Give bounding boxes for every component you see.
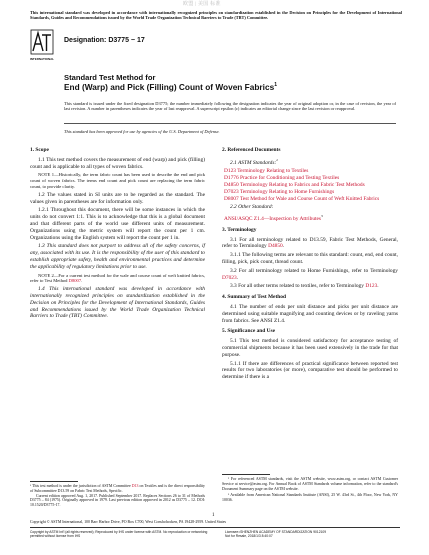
ref-item[interactable] (222, 175, 398, 182)
note-1: NOTE 1—Historically, the term fabric count has been used to describe the end and pick count of woven fabrics. The terms end count and pick count are replacing the term fabric count, to provide clarity. (30, 172, 205, 189)
wto-notice: This international standard was developed in accordance with internationally recognized principles on standardization established in the Decision on Principles for the Development of International Standards, Guides and Recommendations issued by the World Trade Organization Technical Barriers to Trade (TBT) Committee. (30, 10, 402, 21)
issued-note: This standard is issued under the fixed designation D3775; the number immediately following the designation indicates the year of original adoption or, in the case of revision, the year of last revision. A number in parentheses indicates the year of last reapproval. A superscript epsilon (ε) indicates an editorial change since the last revision or reapproval. (64, 101, 396, 112)
ref-item[interactable] (222, 182, 398, 189)
p3-1-text: 3.1 For all terminology related to D13.59, Fabric Test Methods, General, refer to Terminology (222, 236, 398, 250)
link-d7023[interactable]: D7023 (222, 274, 237, 281)
para-3-2 (222, 268, 398, 282)
footnote-rule-left (30, 481, 78, 482)
para-1-3: 1.3 This standard does not purport to address all of the safety concerns, if any, associated with its use. It is the responsibility of the user of this standard to establish appropriate safety, health and environmental practices and determine the applicability of regulatory limitations prior to use. (30, 243, 205, 270)
footnote-rule-right (222, 474, 270, 475)
para-5-1-1: 5.1.1 If there are differences of practical significance between reported test results for two laboratories (or more), comparative test should be performed to determine if there is a (222, 360, 398, 381)
footnotes-right (222, 477, 398, 503)
page-number: 1 (212, 513, 215, 518)
astm-standards-label (222, 157, 398, 167)
terminology-heading: 3. Terminology (222, 226, 257, 233)
ansi-mark: 3 (321, 214, 323, 219)
p3-2-end: . (236, 274, 239, 281)
para-3-3 (222, 283, 398, 290)
scope-heading: 1. Scope (30, 147, 49, 153)
logo-caption: INTERNATIONAL (30, 57, 54, 61)
para-1-2-1: 1.2.1 Throughout this document, there will be some instances in which the units do not convert 1:1. This is to acknowledge that this is a global document and that different parts of the world use different units of measurement. Organizations using the metric system will report the count per 1 cm. Organizations using the English system will report the count per 1 in. (30, 207, 205, 241)
title-footnote-mark: 1 (274, 82, 277, 89)
para-1-1: 1.1 This test method covers the measurement of end (warp) and pick (filling) count and is applicable to all types of woven fabrics. (30, 156, 205, 170)
link-d123[interactable]: D123 (365, 283, 378, 290)
note-2 (30, 273, 205, 285)
para-1-2: 1.2 The values stated in SI units are to be regarded as the standard. The values given in parentheses are for information only. (30, 191, 205, 205)
p3-2-text: 3.2 For all terminology related to Home Furnishings, refer to Terminology (230, 267, 398, 274)
astm-logo-icon (30, 29, 54, 62)
license-left: Copyright by ASTM Int'l (all rights reserved); Reproduced by IHS under license with ASTM. No reproduction or networking permitted without license from IHS (30, 530, 208, 539)
link-d8007[interactable]: D8007 (68, 278, 82, 284)
astm-std-text: 2.1 ASTM Standards: (230, 159, 277, 166)
ref-item[interactable] (222, 189, 398, 196)
title-text: End (Warp) and Pick (Filling) Count of Woven Fabrics (64, 82, 275, 92)
ref-title[interactable]: Practice for Conditioning and Testing Textiles (238, 175, 340, 182)
footnote-1 (30, 484, 205, 508)
significance-heading: 5. Significance and Use (222, 328, 276, 335)
designation: Designation: D3775 − 17 (64, 37, 145, 44)
para-1-4: 1.4 This international standard was developed in accordance with internationally recognized principles on standardization established in the Decision on Principles for the Development of International Standards, Guides and Recommendations issued by the World Trade Organization Technical Barriers to Trade (TBT) Committee. (30, 286, 205, 320)
refdocs-heading: 2. Referenced Documents (222, 147, 281, 153)
divider (64, 123, 396, 124)
title-line-2 (64, 82, 277, 92)
ref-code[interactable]: D1776 (224, 175, 239, 182)
footer-rule (30, 527, 400, 528)
note-2-text: NOTE 2—For a current test method for the wale and course count of weft knitted fabrics, refer to Test Method (30, 272, 205, 284)
ref-code[interactable]: D123 (224, 168, 236, 175)
ref-title[interactable]: Test Method for Wale and Course Count of Weft Knitted Fabrics (238, 195, 380, 202)
other-standard-label: 2.2 Other Standard: (230, 204, 274, 211)
ref-title[interactable]: Terminology Relating to Home Furnishings (238, 188, 335, 195)
p3-1-end: . (282, 243, 285, 250)
copyright-line: Copyright © ASTM International, 100 Barr Harbor Drive, PO Box C700, West Conshohocken, PA 19428-2959. United States (30, 520, 226, 524)
summary-heading: 4. Summary of Test Method (222, 294, 286, 301)
link-d4850[interactable]: D4850 (268, 243, 283, 250)
p3-3-text: 3.3 For all other terms related to textiles, refer to Terminology (230, 283, 366, 290)
fn1-text: ¹ This test method is under the jurisdiction of ASTM Committee (30, 484, 132, 488)
fn1-edition: Current edition approved Aug. 1, 2017. Published September 2017. Replaces Sections 26 to 31 of Methods D3775 – 84 (1975). Originally approved in 1979. Last previous edition approved in 2012 as D3775 – 12. DOI: 10.1520/D3775-17. (30, 493, 205, 508)
dod-note: This standard has been approved for use by agencies of the U.S. Department of Defense. (64, 129, 220, 134)
ref-code[interactable]: D4850 (224, 181, 239, 188)
ref-title[interactable]: Terminology Relating to Textiles (235, 168, 309, 175)
p3-3-end: . (377, 283, 379, 290)
right-column (222, 147, 398, 383)
ansi-ref[interactable] (222, 213, 398, 223)
title-line-1: Standard Test Method for (64, 73, 156, 82)
ref-title[interactable]: Terminology Relating to Fabrics and Fabric Test Methods (238, 181, 365, 188)
note-2-end: . (81, 278, 83, 284)
para-3-1 (222, 237, 398, 251)
license-right: Licensee=SHENZHEN ACADEMY OF STANDARDIZATION 9012109 Not for Resale, 2018/1/3 8:40:07 (225, 530, 327, 539)
astm-std-mark: 2 (276, 157, 279, 162)
para-5-1: 5.1 This test method is considered satisfactory for acceptance testing of commercial shipments because it has been used extensively in the trade for that purpose. (222, 338, 398, 358)
para-4-1: 4.1 The number of ends per unit distance and picks per unit distance are determined using suitable magnifying and counting devices or by raveling yarns from fabrics. See ANSI Z1.4. (222, 303, 398, 324)
license-block (30, 530, 400, 538)
left-column (30, 147, 205, 322)
footnote-2: ² For referenced ASTM standards, visit the ASTM website, www.astm.org, or contact ASTM Customer Service at service@astm.org. For Annual Book of ASTM Standards volume information, refer to the standard's Document Summary page on the ASTM website. (222, 477, 398, 491)
footnote-3: ³ Available from American National Standards Institute (ANSI), 25 W. 43rd St., 4th Floor, New York, NY 10036. (222, 493, 398, 503)
ref-item[interactable] (222, 196, 398, 203)
ref-code[interactable]: D7023 (224, 188, 239, 195)
ansi-title[interactable]: ANSI/ASQC Z1.4—Inspection by Attributes (224, 215, 322, 222)
watermark: 欧盟 | 美国 标准 (183, 2, 221, 7)
ref-code[interactable]: D8007 (224, 195, 239, 202)
para-3-1-1: 3.1.1 The following terms are relevant to this standard: count, end, end count, filling, pick, pick count, thread count. (222, 252, 398, 265)
fn1-text-end: on Textiles and is the direct responsibility of Subcommittee D13.59 on Fabric Test Methods, Specific. (30, 484, 205, 493)
link-d13[interactable]: D13 (131, 484, 139, 488)
